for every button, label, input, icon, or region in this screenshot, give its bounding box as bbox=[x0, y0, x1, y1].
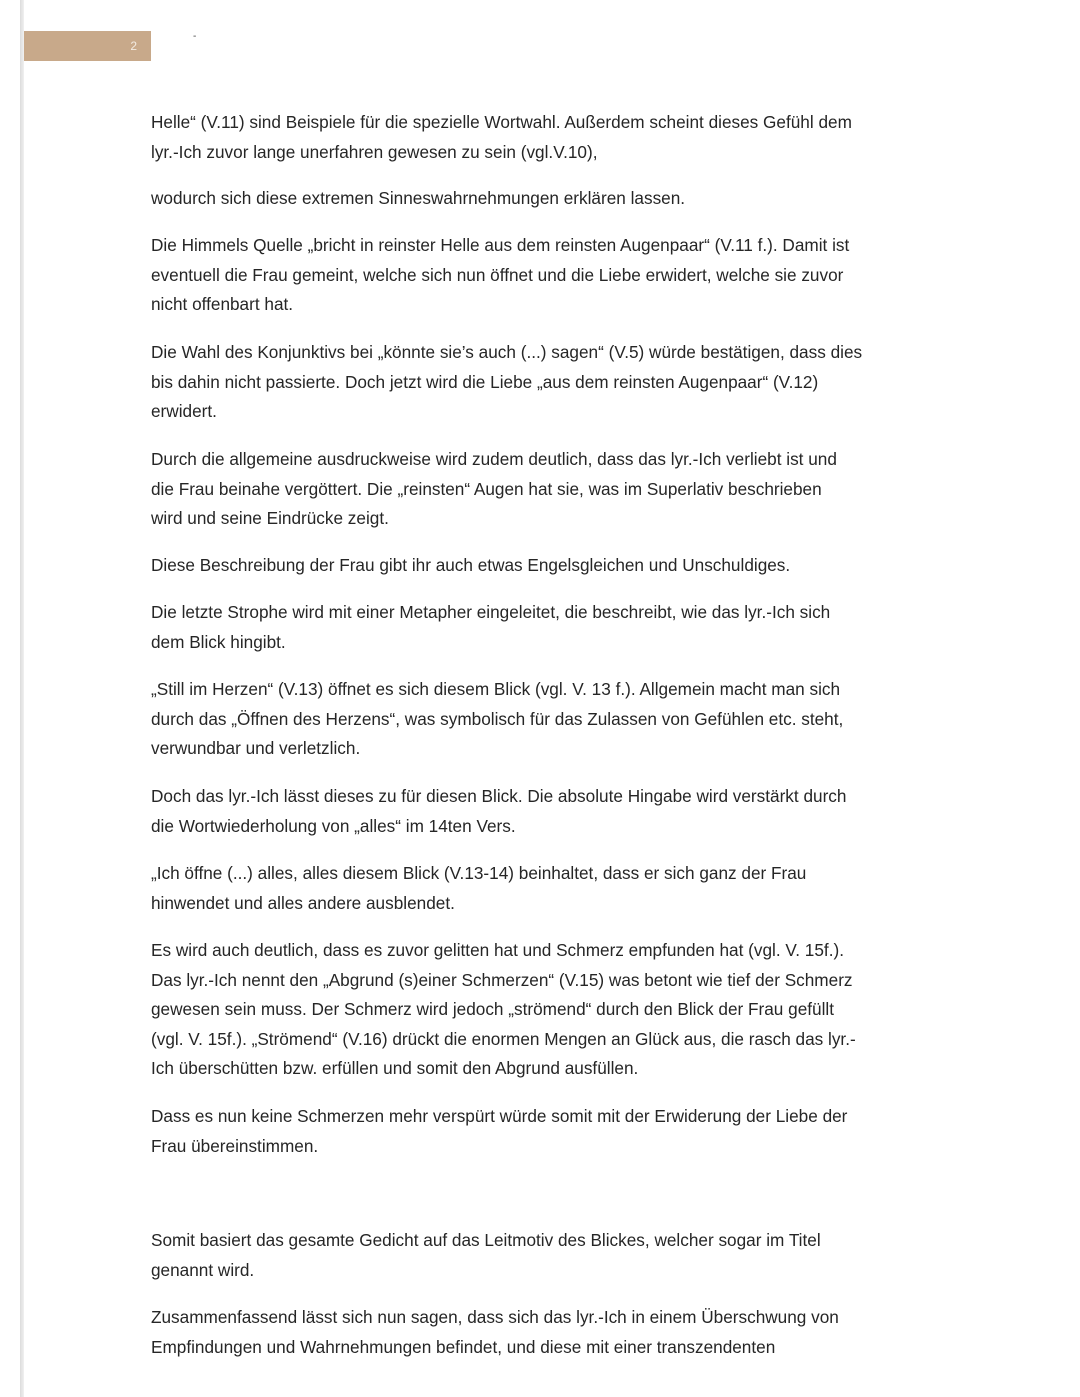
paragraph-line: Doch das lyr.-Ich lässt dieses zu für diesen Blick. Die absolute Hingabe wird verstärkt durch bbox=[151, 786, 847, 806]
paragraph-line: Zusammenfassend lässt sich nun sagen, dass sich das lyr.-Ich in einem Überschwung von bbox=[151, 1307, 839, 1327]
page-number-tab bbox=[24, 31, 151, 61]
paragraph-14 bbox=[151, 1303, 951, 1362]
page-left-edge bbox=[20, 0, 24, 1397]
paragraph-line: wird und seine Eindrücke zeigt. bbox=[151, 508, 389, 528]
paragraph-line: Ich überschütten bzw. erfüllen und somit den Abgrund ausfüllen. bbox=[151, 1058, 639, 1078]
paragraph-line: gewesen sein muss. Der Schmerz wird jedoch „strömend“ durch den Blick der Frau gefüllt bbox=[151, 999, 835, 1019]
paragraph-11 bbox=[151, 936, 951, 1084]
paragraph-line: Die letzte Strophe wird mit einer Metapher eingeleitet, die beschreibt, wie das lyr.-Ich sich bbox=[151, 602, 831, 622]
paragraph-line: die Frau beinahe vergöttert. Die „reinsten“ Augen hat sie, was im Superlativ beschrieben bbox=[151, 478, 822, 499]
paragraph-line: „Still im Herzen“ (V.13) öffnet es sich diesem Blick (vgl. V. 13 f.). Allgemein macht man sich bbox=[151, 679, 841, 699]
paragraph-9 bbox=[151, 782, 951, 841]
paragraph-line: Das lyr.-Ich nennt den „Abgrund (s)einer Schmerzen“ (V.15) was betont wie tief der Schmerz bbox=[151, 969, 853, 990]
header-mark: - bbox=[193, 31, 197, 42]
paragraph-line: verwundbar und verletzlich. bbox=[151, 738, 361, 758]
paragraph-5 bbox=[151, 445, 951, 534]
paragraph-line: Dass es nun keine Schmerzen mehr verspürt würde somit mit der Erwiderung der Liebe der bbox=[151, 1106, 848, 1126]
paragraph-line: bis dahin nicht passierte. Doch jetzt wird die Liebe „aus dem reinsten Augenpaar“ (V.12) bbox=[151, 371, 819, 392]
paragraph-line: Es wird auch deutlich, dass es zuvor gelitten hat und Schmerz empfunden hat (vgl. V. 15f.). bbox=[151, 940, 844, 960]
paragraph-line: wodurch sich diese extremen Sinneswahrnehmungen erklären lassen. bbox=[151, 188, 686, 208]
paragraph-line: lyr.-Ich zuvor lange unerfahren gewesen zu sein (vgl.V.10), bbox=[151, 141, 598, 162]
paragraph-2 bbox=[151, 184, 951, 214]
paragraph-line: genannt wird. bbox=[151, 1259, 255, 1280]
paragraph-line: „Ich öffne (...) alles, alles diesem Blick (V.13-14) beinhaltet, dass er sich ganz der Frau bbox=[151, 863, 807, 883]
paragraph-line: Diese Beschreibung der Frau gibt ihr auch etwas Engelsgleichen und Unschuldiges. bbox=[151, 555, 791, 575]
paragraph-12 bbox=[151, 1102, 951, 1161]
paragraph-line: dem Blick hingibt. bbox=[151, 631, 286, 652]
paragraph-line: Empfindungen und Wahrnehmungen befindet, und diese mit einer transzendenten bbox=[151, 1336, 776, 1357]
paragraph-line: Helle“ (V.11) sind Beispiele für die spezielle Wortwahl. Außerdem scheint dieses Gefühl dem bbox=[151, 112, 852, 132]
paragraph-line: die Wortwiederholung von „alles“ im 14ten Vers. bbox=[151, 815, 516, 836]
paragraph-line: Somit basiert das gesamte Gedicht auf das Leitmotiv des Blickes, welcher sogar im Titel bbox=[151, 1230, 821, 1250]
paragraph-line: durch das „Öffnen des Herzens“, was symbolisch für das Zulassen von Gefühlen etc. steht, bbox=[151, 708, 844, 729]
paragraph-line: Die Wahl des Konjunktivs bei „könnte sie’s auch (...) sagen“ (V.5) würde bestätigen, dass dies bbox=[151, 342, 863, 362]
paragraph-line: nicht offenbart hat. bbox=[151, 294, 294, 314]
page-number: 2 bbox=[130, 39, 137, 53]
paragraph-line: Die Himmels Quelle „bricht in reinster Helle aus dem reinsten Augenpaar“ (V.11 f.). Damit ist bbox=[151, 235, 850, 255]
paragraph-6 bbox=[151, 551, 951, 581]
paragraph-1 bbox=[151, 108, 951, 167]
paragraph-8 bbox=[151, 675, 951, 764]
paragraph-13 bbox=[151, 1226, 951, 1285]
paragraph-4 bbox=[151, 338, 951, 427]
paragraph-7 bbox=[151, 598, 951, 657]
paragraph-line: erwidert. bbox=[151, 401, 217, 421]
paragraph-line: hinwendet und alles andere ausblendet. bbox=[151, 892, 455, 913]
paragraph-3 bbox=[151, 231, 951, 320]
paragraph-line: Durch die allgemeine ausdruckweise wird zudem deutlich, dass das lyr.-Ich verliebt ist und bbox=[151, 449, 837, 469]
paragraph-line: Frau übereinstimmen. bbox=[151, 1135, 319, 1156]
paragraph-line: eventuell die Frau gemeint, welche sich nun öffnet und die Liebe erwidert, welche sie zuvor bbox=[151, 264, 844, 285]
paragraph-line: (vgl. V. 15f.). „Strömend“ (V.16) drückt die enormen Mengen an Glück aus, die rasch das lyr.- bbox=[151, 1028, 856, 1049]
paragraph-10 bbox=[151, 859, 951, 918]
